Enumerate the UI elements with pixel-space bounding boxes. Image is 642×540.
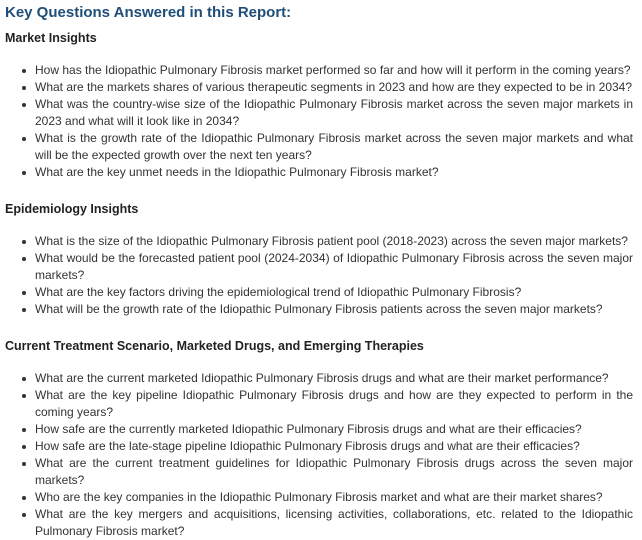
bullet-icon [22,86,26,90]
epidemiology-insights-list [0,233,633,318]
bullet-icon [22,496,26,500]
question-text: What will be the growth rate of the Idiopathic Pulmonary Fibrosis patients across the seven major markets? [35,302,603,316]
list-item [0,489,633,506]
list-item [0,250,633,284]
bullet-icon [22,257,26,261]
list-item [0,284,633,301]
list-item [0,79,633,96]
list-item [0,130,633,164]
treatment-scenario-list [0,370,633,540]
section-heading-treatment-scenario: Current Treatment Scenario, Marketed Drugs, and Emerging Therapies [5,339,424,353]
page-title: Key Questions Answered in this Report: [5,4,292,21]
question-text: How has the Idiopathic Pulmonary Fibrosis market performed so far and how will it perform in the coming years? [35,63,631,77]
question-text: What is the size of the Idiopathic Pulmonary Fibrosis patient pool (2018-2023) across the seven major markets? [35,234,628,248]
question-text: What would be the forecasted patient pool (2024-2034) of Idiopathic Pulmonary Fibrosis across the seven major markets? [35,251,633,282]
question-text: What is the growth rate of the Idiopathic Pulmonary Fibrosis market across the seven major markets and what will be the expected growth over the next ten years? [35,131,633,162]
question-text: What are the current marketed Idiopathic Pulmonary Fibrosis drugs and what are their market performance? [35,371,609,385]
market-insights-list [0,62,633,181]
bullet-icon [22,394,26,398]
list-item [0,370,633,387]
bullet-icon [22,428,26,432]
section-heading-market-insights: Market Insights [5,31,97,45]
question-text: How safe are the currently marketed Idiopathic Pulmonary Fibrosis drugs and what are their efficacies? [35,422,582,436]
bullet-icon [22,445,26,449]
bullet-icon [22,291,26,295]
list-item [0,438,633,455]
list-item [0,233,633,250]
list-item [0,62,633,79]
question-text: What are the key unmet needs in the Idiopathic Pulmonary Fibrosis market? [35,165,439,179]
section-heading-epidemiology-insights: Epidemiology Insights [5,202,139,216]
question-text: What are the current treatment guidelines for Idiopathic Pulmonary Fibrosis drugs across the seven major markets? [35,456,633,487]
bullet-icon [22,137,26,141]
question-text: What was the country-wise size of the Idiopathic Pulmonary Fibrosis market across the seven major markets in 2023 and what will it look like in 2034? [35,97,633,128]
bullet-icon [22,377,26,381]
question-text: Who are the key companies in the Idiopathic Pulmonary Fibrosis market and what are their market shares? [35,490,603,504]
list-item [0,387,633,421]
bullet-icon [22,240,26,244]
list-item [0,96,633,130]
question-text: How safe are the late-stage pipeline Idiopathic Pulmonary Fibrosis drugs and what are their efficacies? [35,439,580,453]
question-text: What are the key pipeline Idiopathic Pulmonary Fibrosis drugs and how are they expected to perform in the coming years? [35,388,633,419]
question-text: What are the markets shares of various therapeutic segments in 2023 and how are they expected to be in 2034? [35,80,633,94]
bullet-icon [22,462,26,466]
question-text: What are the key factors driving the epidemiological trend of Idiopathic Pulmonary Fibrosis? [35,285,522,299]
question-text: What are the key mergers and acquisitions, licensing activities, collaborations, etc. related to the Idiopathic Pulmonary Fibrosis market? [35,507,633,538]
list-item [0,455,633,489]
list-item [0,164,633,181]
bullet-icon [22,513,26,517]
list-item [0,421,633,438]
list-item [0,301,633,318]
bullet-icon [22,69,26,73]
bullet-icon [22,308,26,312]
bullet-icon [22,171,26,175]
bullet-icon [22,103,26,107]
list-item [0,506,633,540]
